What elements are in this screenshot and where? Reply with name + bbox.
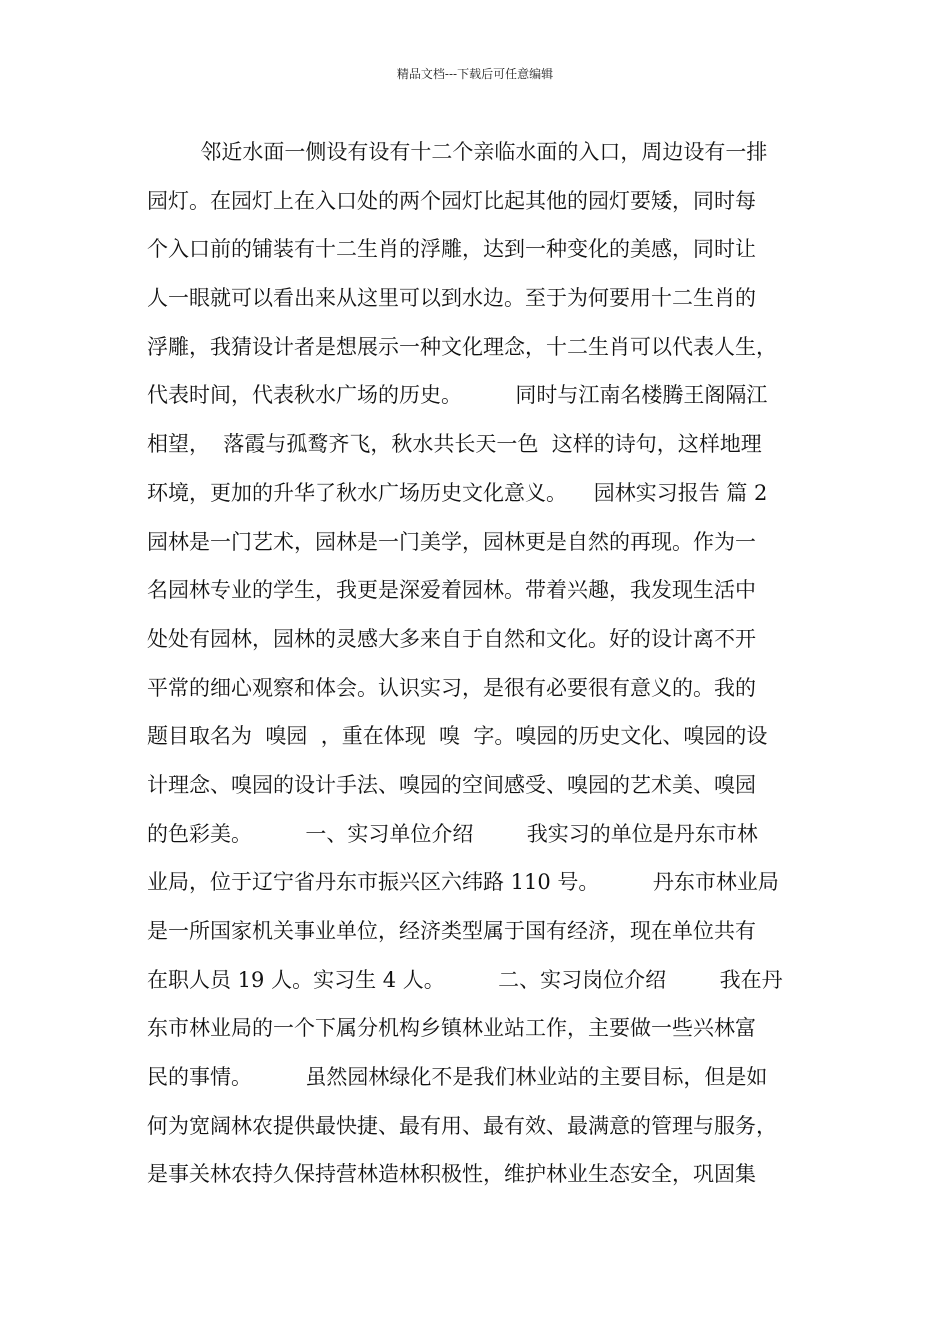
text-line: 浮雕，我猜设计者是想展示一种文化理念，十二生肖可以代表人生， xyxy=(147,334,777,359)
text-line: 人一眼就可以看出来从这里可以到水边。至于为何要用十二生肖的 xyxy=(147,286,756,311)
document-body xyxy=(147,132,827,1203)
text-line: 是一所国家机关事业单位，经济类型属于国有经济，现在单位共有 xyxy=(147,919,756,943)
text-line: 的色彩美。 一、实习单位介绍 我实习的单位是丹东市林 xyxy=(147,821,758,846)
text-line: 个入口前的铺装有十二生肖的浮雕，达到一种变化的美感，同时让 xyxy=(147,237,756,262)
text-line: 名园林专业的学生，我更是深爱着园林。带着兴趣，我发现生活中 xyxy=(147,578,756,603)
page-header: 精品文档---下载后可任意编辑 xyxy=(396,67,554,81)
text-line: 计理念、嗅园的设计手法、嗅园的空间感受、嗅园的艺术美、嗅园 xyxy=(147,772,756,797)
text-line: 相望， 落霞与孤鹜齐飞，秋水共长天一色 这样的诗句，这样地理 xyxy=(147,432,762,457)
text-line: 何为宽阔林农提供最快捷、最有用、最有效、最满意的管理与服务， xyxy=(147,1113,777,1138)
text-line: 处处有园林，园林的灵感大多来自于自然和文化。好的设计离不开 xyxy=(147,626,756,651)
text-line: 在职人员 19 人。实习生 4 人。 二、实习岗位介绍 我在丹 xyxy=(147,967,783,992)
text-line: 环境，更加的升华了秋水广场历史文化意义。 园林实习报告 篇 2 xyxy=(147,480,768,505)
text-line: 平常的细心观察和体会。认识实习，是很有必要很有意义的。我的 xyxy=(147,675,756,700)
text-line: 园林是一门艺术，园林是一门美学，园林更是自然的再现。作为一 xyxy=(147,529,756,554)
text-line: 邻近水面一侧设有设有十二个亲临水面的入口，周边设有一排 xyxy=(147,140,768,164)
text-line: 是事关林农持久保持营林造林积极性，维护林业生态安全，巩固集 xyxy=(147,1162,756,1187)
text-line: 园灯。在园灯上在入口处的两个园灯比起其他的园灯要矮，同时每 xyxy=(147,188,756,213)
text-line: 东市林业局的一个下属分机构乡镇林业站工作，主要做一些兴林富 xyxy=(147,1016,756,1041)
text-line: 代表时间，代表秋水广场的历史。 同时与江南名楼腾王阁隔江 xyxy=(147,383,768,408)
text-line: 民的事情。 虽然园林绿化不是我们林业站的主要目标，但是如 xyxy=(147,1065,768,1090)
text-line: 题目取名为 嗅园 ，重在体现 嗅 字。嗅园的历史文化、嗅园的设 xyxy=(147,724,768,749)
text-line: 业局，位于辽宁省丹东市振兴区六纬路 110 号。 丹东市林业局 xyxy=(147,870,779,895)
